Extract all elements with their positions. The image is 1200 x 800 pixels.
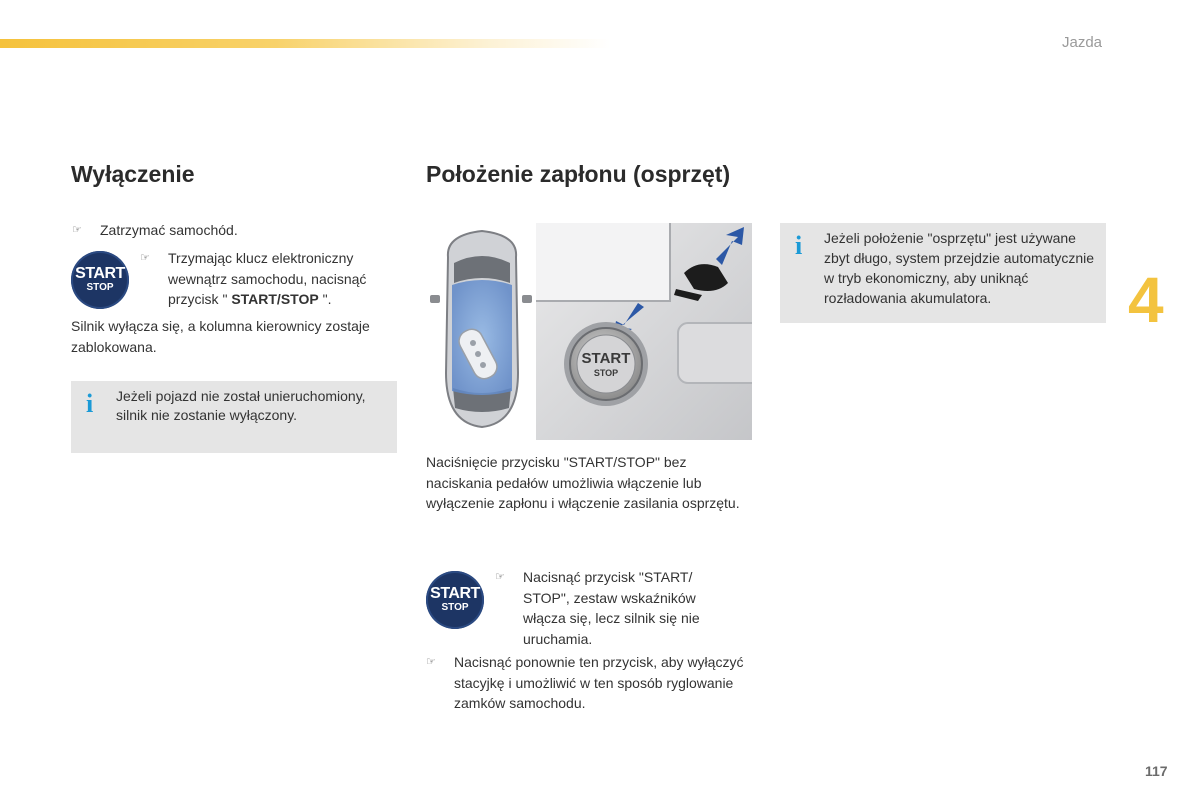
start-label: START [75,265,125,282]
step-press-button [168,248,396,310]
header-accent-bar [0,39,610,48]
step-press-again: ☞ Nacisnąć ponownie ten przycisk, aby wyłączyć stacyjkę i umożliwić w ten sposób ryglowanie zamków samochodu. [454,652,754,714]
section-title-switch-off: Wyłączenie [71,161,195,187]
illustration-start-label: START [581,350,631,367]
engine-off-result: Silnik wyłącza się, a kolumna kierownicy zostaje zablokowana. [71,318,370,355]
start-stop-button-icon [71,251,129,309]
chapter-number: 4 [1128,264,1164,336]
info-text-left: Jeżeli pojazd nie został unieruchomiony, silnik nie zostanie wyłączony. [116,388,366,423]
car-top-view-icon [430,231,532,427]
info-icon: i [86,389,94,418]
start-label: START [430,585,480,602]
info-text-right: Jeżeli położenie "osprzętu" jest używane zbyt długo, system przejdzie automatycznie w tryb ekonomiczny, aby uniknąć rozładowania akumulatora. [824,230,1095,306]
accessory-description: Naciśnięcie przycisku "START/STOP" bez naciskania pedałów umożliwia włączenie lub wyłączenie zapłonu i włączenie zasilania osprzętu. [426,454,740,511]
section-name: Jazda [1062,34,1103,51]
stop-label: STOP [441,602,469,613]
ignition-illustration [426,223,752,440]
info-box-left [71,381,397,453]
info-box-right [780,223,1106,323]
page-number: 117 [1145,763,1168,779]
step-press-once: ☞ Nacisnąć przycisk "START/ STOP", zestaw wskaźników włącza się, lecz silnik się nie uruchamia. [523,567,723,649]
illustration-stop-label: STOP [593,368,619,378]
start-stop-button-icon [426,571,484,629]
step-press-button-bold: START/STOP [231,291,319,307]
section-title-accessory: Położenie zapłonu (osprzęt) [426,161,731,187]
info-icon: i [795,231,803,260]
step-stop-car: ☞ Zatrzymać samochód. [100,220,390,241]
step-press-button-end: ". [318,291,332,307]
step-press-button-text: Trzymając klucz elektroniczny wewnątrz samochodu, nacisnąć przycisk " [168,250,367,307]
stop-label: STOP [86,282,114,293]
